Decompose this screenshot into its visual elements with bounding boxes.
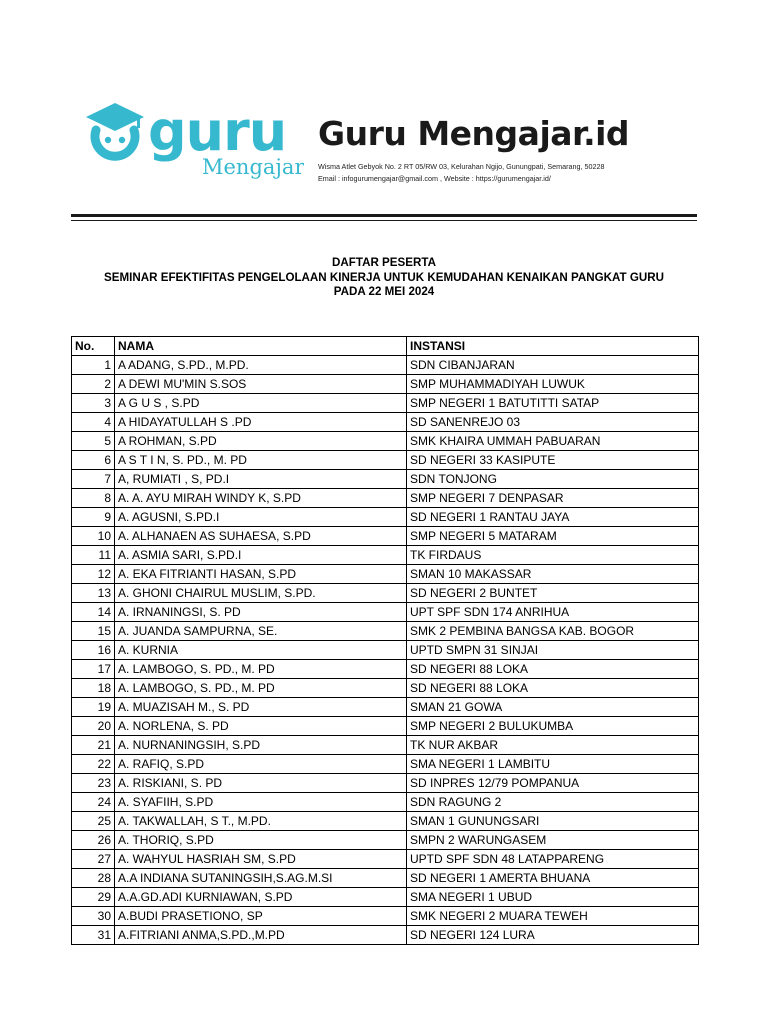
participant-name: A G U S , S.PD [115,394,407,413]
row-number: 24 [72,793,115,812]
participant-name: A. ALHANAEN AS SUHAESA, S.PD [115,527,407,546]
participant-name: A.A INDIANA SUTANINGSIH,S.AG.M.SI [115,869,407,888]
row-number: 7 [72,470,115,489]
row-number: 28 [72,869,115,888]
participant-name: A.BUDI PRASETIONO, SP [115,907,407,926]
table-row [72,926,699,945]
header-divider-thin [71,220,697,221]
participant-name: A. ASMIA SARI, S.PD.I [115,546,407,565]
participant-institution: SMPN 2 WARUNGASEM [407,831,699,850]
table-row [72,470,699,489]
participant-institution: SMK KHAIRA UMMAH PABUARAN [407,432,699,451]
participant-name: A DEWI MU'MIN S.SOS [115,375,407,394]
document-subtitle: SEMINAR EFEKTIFITAS PENGELOLAAN KINERJA UNTUK KEMUDAHAN KENAIKAN PANGKAT GURU [104,270,664,284]
table-row [72,394,699,413]
table-row [72,413,699,432]
participant-institution: SMP NEGERI 1 BATUTITTI SATAP [407,394,699,413]
guru-mengajar-logo [82,100,304,182]
participant-name: A. SYAFIIH, S.PD [115,793,407,812]
participant-name: A. GHONI CHAIRUL MUSLIM, S.PD. [115,584,407,603]
participant-name: A. THORIQ, S.PD [115,831,407,850]
participant-institution: SDN TONJONG [407,470,699,489]
participant-institution: SD SANENREJO 03 [407,413,699,432]
participant-name: A. MUAZISAH M., S. PD [115,698,407,717]
document-date: PADA 22 MEI 2024 [333,285,435,298]
row-number: 13 [72,584,115,603]
company-contact: Email : infogurumengajar@gmail.com , Website : https://gurumengajar.id/ [318,174,551,183]
table-row [72,622,699,641]
row-number: 30 [72,907,115,926]
table-row [72,375,699,394]
participant-name: A. TAKWALLAH, S T., M.PD. [115,812,407,831]
row-number: 18 [72,679,115,698]
table-row [72,451,699,470]
participant-institution: SMAN 10 MAKASSAR [407,565,699,584]
table-row [72,546,699,565]
row-number: 1 [72,356,115,375]
row-number: 10 [72,527,115,546]
column-header-nama: NAMA [115,337,407,356]
table-row [72,489,699,508]
participant-name: A, RUMIATI , S, PD.I [115,470,407,489]
table-row [72,888,699,907]
participant-name: A. JUANDA SAMPURNA, SE. [115,622,407,641]
participant-institution: SDN RAGUNG 2 [407,793,699,812]
table-row [72,356,699,375]
svg-text:guru: guru [148,100,287,163]
participant-institution: UPTD SPF SDN 48 LATAPPARENG [407,850,699,869]
participant-name: A. AGUSNI, S.PD.I [115,508,407,527]
participant-institution: SMP NEGERI 7 DENPASAR [407,489,699,508]
table-row [72,869,699,888]
row-number: 23 [72,774,115,793]
table-row [72,736,699,755]
participant-institution: TK FIRDAUS [407,546,699,565]
participant-name: A. LAMBOGO, S. PD., M. PD [115,660,407,679]
participant-name: A. EKA FITRIANTI HASAN, S.PD [115,565,407,584]
participant-institution: SMK 2 PEMBINA BANGSA KAB. BOGOR [407,622,699,641]
participant-institution: TK NUR AKBAR [407,736,699,755]
participant-name: A HIDAYATULLAH S .PD [115,413,407,432]
column-header-no: No. [72,337,115,356]
row-number: 25 [72,812,115,831]
table-row [72,831,699,850]
row-number: 29 [72,888,115,907]
participant-institution: SD NEGERI 1 AMERTA BHUANA [407,869,699,888]
participant-institution: SMK NEGERI 2 MUARA TEWEH [407,907,699,926]
table-row [72,641,699,660]
participant-name: A. IRNANINGSI, S. PD [115,603,407,622]
participant-institution: SMAN 21 GOWA [407,698,699,717]
participant-name: A.A.GD.ADI KURNIAWAN, S.PD [115,888,407,907]
participant-institution: SMP NEGERI 2 BULUKUMBA [407,717,699,736]
letterhead [82,100,702,190]
participant-table [71,336,699,945]
row-number: 22 [72,755,115,774]
row-number: 26 [72,831,115,850]
table-row [72,508,699,527]
document-title-block [0,256,768,300]
table-row [72,660,699,679]
row-number: 15 [72,622,115,641]
participant-institution: SMP NEGERI 5 MATARAM [407,527,699,546]
table-row [72,679,699,698]
row-number: 14 [72,603,115,622]
participant-name: A. WAHYUL HASRIAH SM, S.PD [115,850,407,869]
table-row [72,584,699,603]
participant-institution: SD NEGERI 2 BUNTET [407,584,699,603]
table-row [72,527,699,546]
row-number: 20 [72,717,115,736]
row-number: 11 [72,546,115,565]
participant-institution: SMAN 1 GUNUNGSARI [407,812,699,831]
table-row [72,717,699,736]
row-number: 27 [72,850,115,869]
row-number: 8 [72,489,115,508]
participant-institution: SD NEGERI 88 LOKA [407,679,699,698]
row-number: 5 [72,432,115,451]
participant-name: A ADANG, S.PD., M.PD. [115,356,407,375]
participant-name: A. RAFIQ, S.PD [115,755,407,774]
document-title: DAFTAR PESERTA [332,256,436,269]
participant-institution: SD INPRES 12/79 POMPANUA [407,774,699,793]
participant-name: A. LAMBOGO, S. PD., M. PD [115,679,407,698]
participant-institution: UPTD SMPN 31 SINJAI [407,641,699,660]
participant-institution: SD NEGERI 33 KASIPUTE [407,451,699,470]
table-row [72,850,699,869]
table-row [72,565,699,584]
row-number: 4 [72,413,115,432]
table-row [72,698,699,717]
participant-name: A. KURNIA [115,641,407,660]
participant-name: A. NURNANINGSIH, S.PD [115,736,407,755]
row-number: 21 [72,736,115,755]
participant-name: A. NORLENA, S. PD [115,717,407,736]
row-number: 17 [72,660,115,679]
participant-institution: SD NEGERI 1 RANTAU JAYA [407,508,699,527]
participant-name: A ROHMAN, S.PD [115,432,407,451]
row-number: 19 [72,698,115,717]
participant-institution: SMA NEGERI 1 LAMBITU [407,755,699,774]
table-row [72,603,699,622]
table-row [72,432,699,451]
svg-text:Mengajar: Mengajar [202,155,304,179]
participant-institution: SMA NEGERI 1 UBUD [407,888,699,907]
row-number: 3 [72,394,115,413]
row-number: 6 [72,451,115,470]
participant-institution: SD NEGERI 88 LOKA [407,660,699,679]
row-number: 16 [72,641,115,660]
participant-institution: UPT SPF SDN 174 ANRIHUA [407,603,699,622]
table-row [72,774,699,793]
table-row [72,907,699,926]
row-number: 12 [72,565,115,584]
company-address: Wisma Atlet Gebyok No. 2 RT 05/RW 03, Kelurahan Ngijo, Gunungpati, Semarang, 50228 [318,162,605,171]
participant-name: A. RISKIANI, S. PD [115,774,407,793]
company-name: Guru Mengajar.id [318,114,630,153]
table-row [72,812,699,831]
column-header-instansi: INSTANSI [407,337,699,356]
row-number: 31 [72,926,115,945]
table-row [72,793,699,812]
table-header-row [72,337,699,356]
header-divider-thick [71,214,697,217]
participant-institution: SMP MUHAMMADIYAH LUWUK [407,375,699,394]
participant-name: A. A. AYU MIRAH WINDY K, S.PD [115,489,407,508]
participant-institution: SD NEGERI 124 LURA [407,926,699,945]
row-number: 2 [72,375,115,394]
participant-institution: SDN CIBANJARAN [407,356,699,375]
row-number: 9 [72,508,115,527]
participant-name: A.FITRIANI ANMA,S.PD.,M.PD [115,926,407,945]
participant-name: A S T I N, S. PD., M. PD [115,451,407,470]
table-row [72,755,699,774]
